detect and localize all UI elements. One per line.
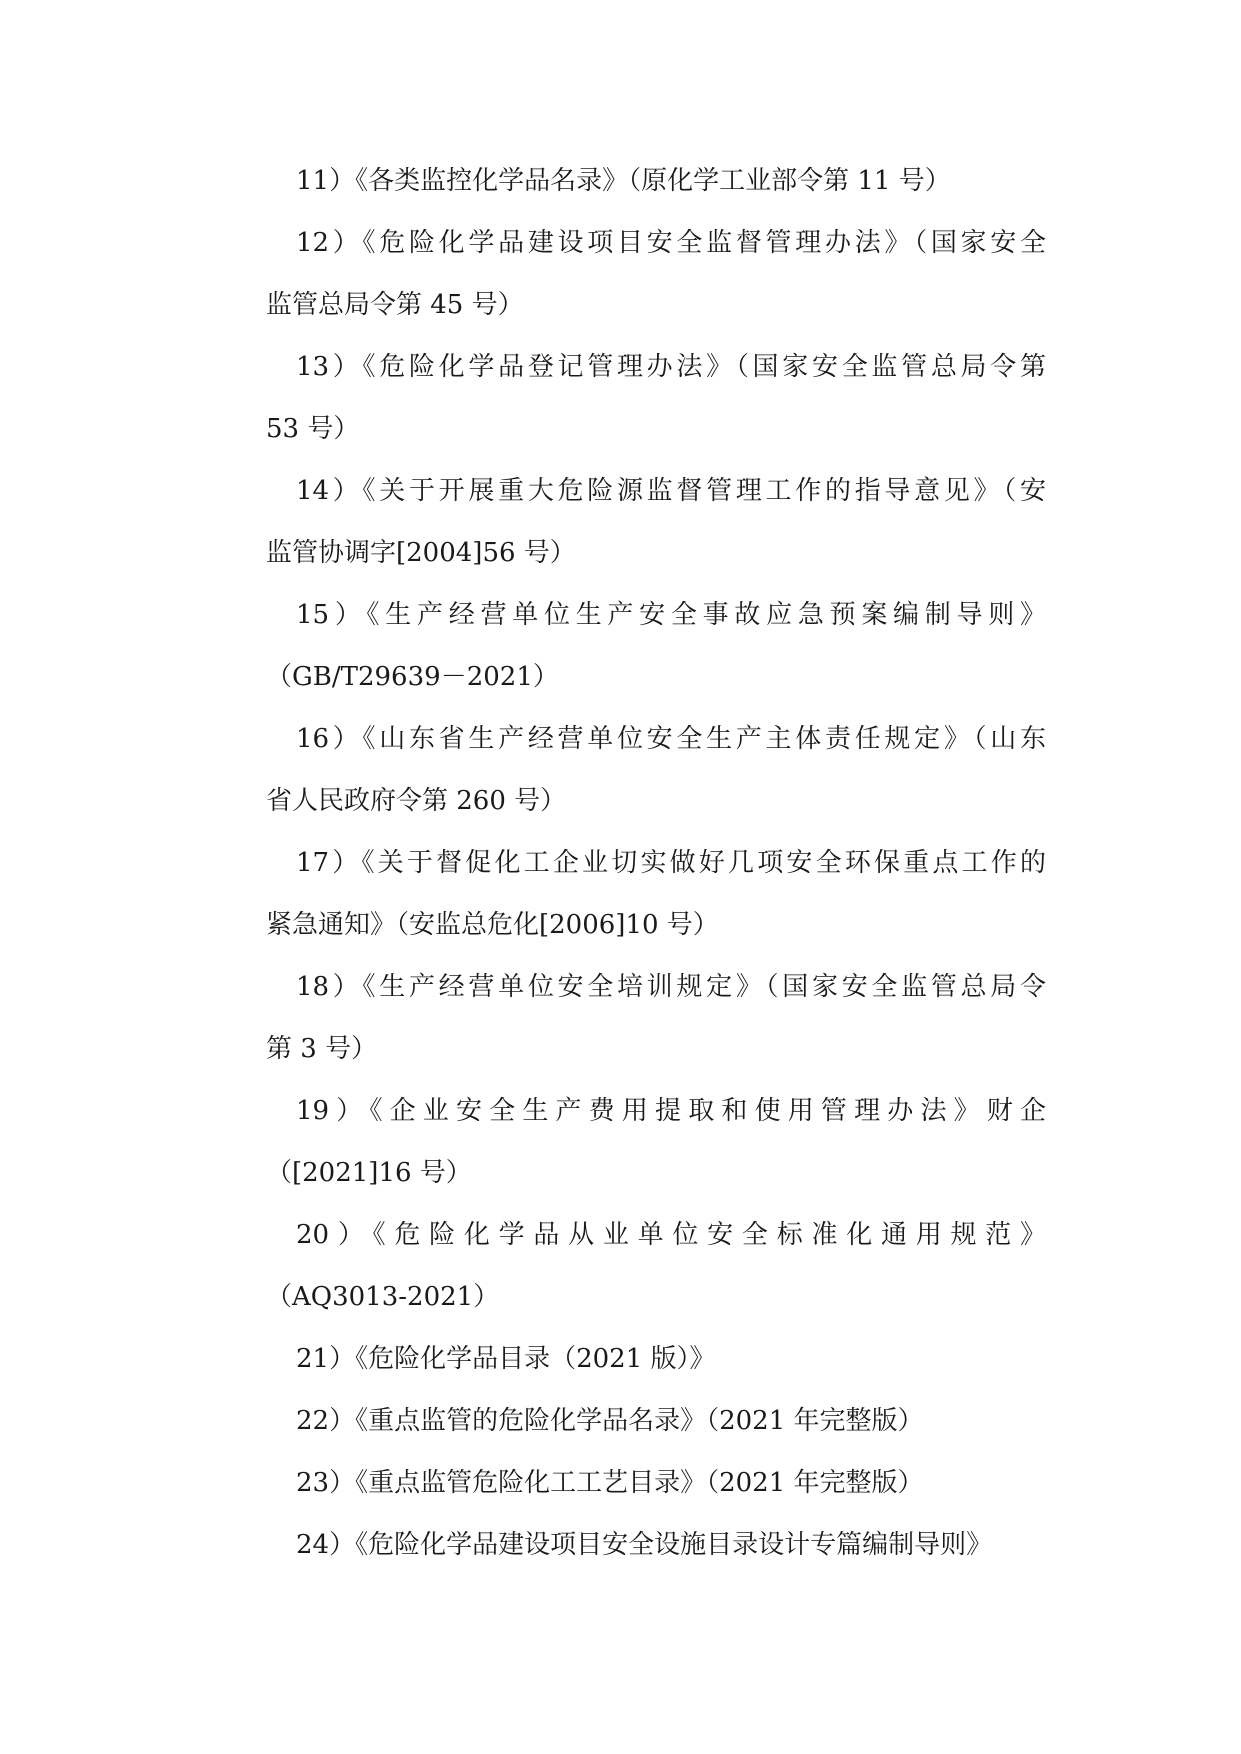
list-item-line: 15）《生产经营单位生产安全事故应急预案编制导则》 bbox=[296, 600, 1046, 630]
list-item bbox=[266, 352, 1046, 476]
list-item bbox=[266, 1406, 1046, 1468]
list-item-line: 23）《重点监管危险化工工艺目录》（2021 年完整版） bbox=[296, 1468, 924, 1498]
list-item-line: 22）《重点监管的危险化学品名录》（2021 年完整版） bbox=[296, 1406, 924, 1436]
list-item-line: 17）《关于督促化工企业切实做好几项安全环保重点工作的 bbox=[296, 848, 1046, 878]
list-item-line: 16）《山东省生产经营单位安全生产主体责任规定》（山东 bbox=[296, 724, 1046, 754]
list-item-line: 19）《企业安全生产费用提取和使用管理办法》财企 bbox=[296, 1096, 1046, 1126]
list-item bbox=[266, 476, 1046, 600]
list-item bbox=[266, 1220, 1046, 1344]
list-item bbox=[266, 600, 1046, 724]
list-item-line: 监管协调字[2004]56 号） bbox=[266, 538, 576, 568]
list-item-line: 紧急通知》（安监总危化[2006]10 号） bbox=[266, 910, 719, 940]
list-item-line: （[2021]16 号） bbox=[266, 1158, 472, 1188]
list-item-line: （GB/T29639－2021） bbox=[266, 662, 559, 692]
list-item-line: 11）《各类监控化学品名录》（原化学工业部令第 11 号） bbox=[296, 166, 951, 196]
list-item bbox=[266, 228, 1046, 352]
list-item-line: 12）《危险化学品建设项目安全监督管理办法》（国家安全 bbox=[296, 228, 1046, 258]
list-item bbox=[266, 848, 1046, 972]
list-item-line: 21）《危险化学品目录（2021 版）》 bbox=[296, 1344, 716, 1374]
list-item-line: 18）《生产经营单位安全培训规定》（国家安全监管总局令 bbox=[296, 972, 1046, 1002]
list-item-line: 53 号） bbox=[266, 414, 360, 444]
list-item-line: 监管总局令第 45 号） bbox=[266, 290, 524, 320]
list-item-line: （AQ3013-2021） bbox=[266, 1282, 500, 1312]
list-item-line: 14）《关于开展重大危险源监督管理工作的指导意见》（安 bbox=[296, 476, 1046, 506]
list-item-line: 20）《危险化学品从业单位安全标准化通用规范》 bbox=[296, 1220, 1046, 1250]
list-item bbox=[266, 1530, 1046, 1592]
list-item-line: 第 3 号） bbox=[266, 1034, 378, 1064]
list-item bbox=[266, 972, 1046, 1096]
list-item bbox=[266, 724, 1046, 848]
list-item bbox=[266, 1344, 1046, 1406]
list-item bbox=[266, 1468, 1046, 1530]
list-item bbox=[266, 166, 1046, 228]
list-item-line: 24）《危险化学品建设项目安全设施目录设计专篇编制导则》 bbox=[296, 1530, 993, 1560]
list-item-line: 13）《危险化学品登记管理办法》（国家安全监管总局令第 bbox=[296, 352, 1046, 382]
list-item-line: 省人民政府令第 260 号） bbox=[266, 786, 567, 816]
regulation-list bbox=[266, 166, 1046, 1592]
list-item bbox=[266, 1096, 1046, 1220]
